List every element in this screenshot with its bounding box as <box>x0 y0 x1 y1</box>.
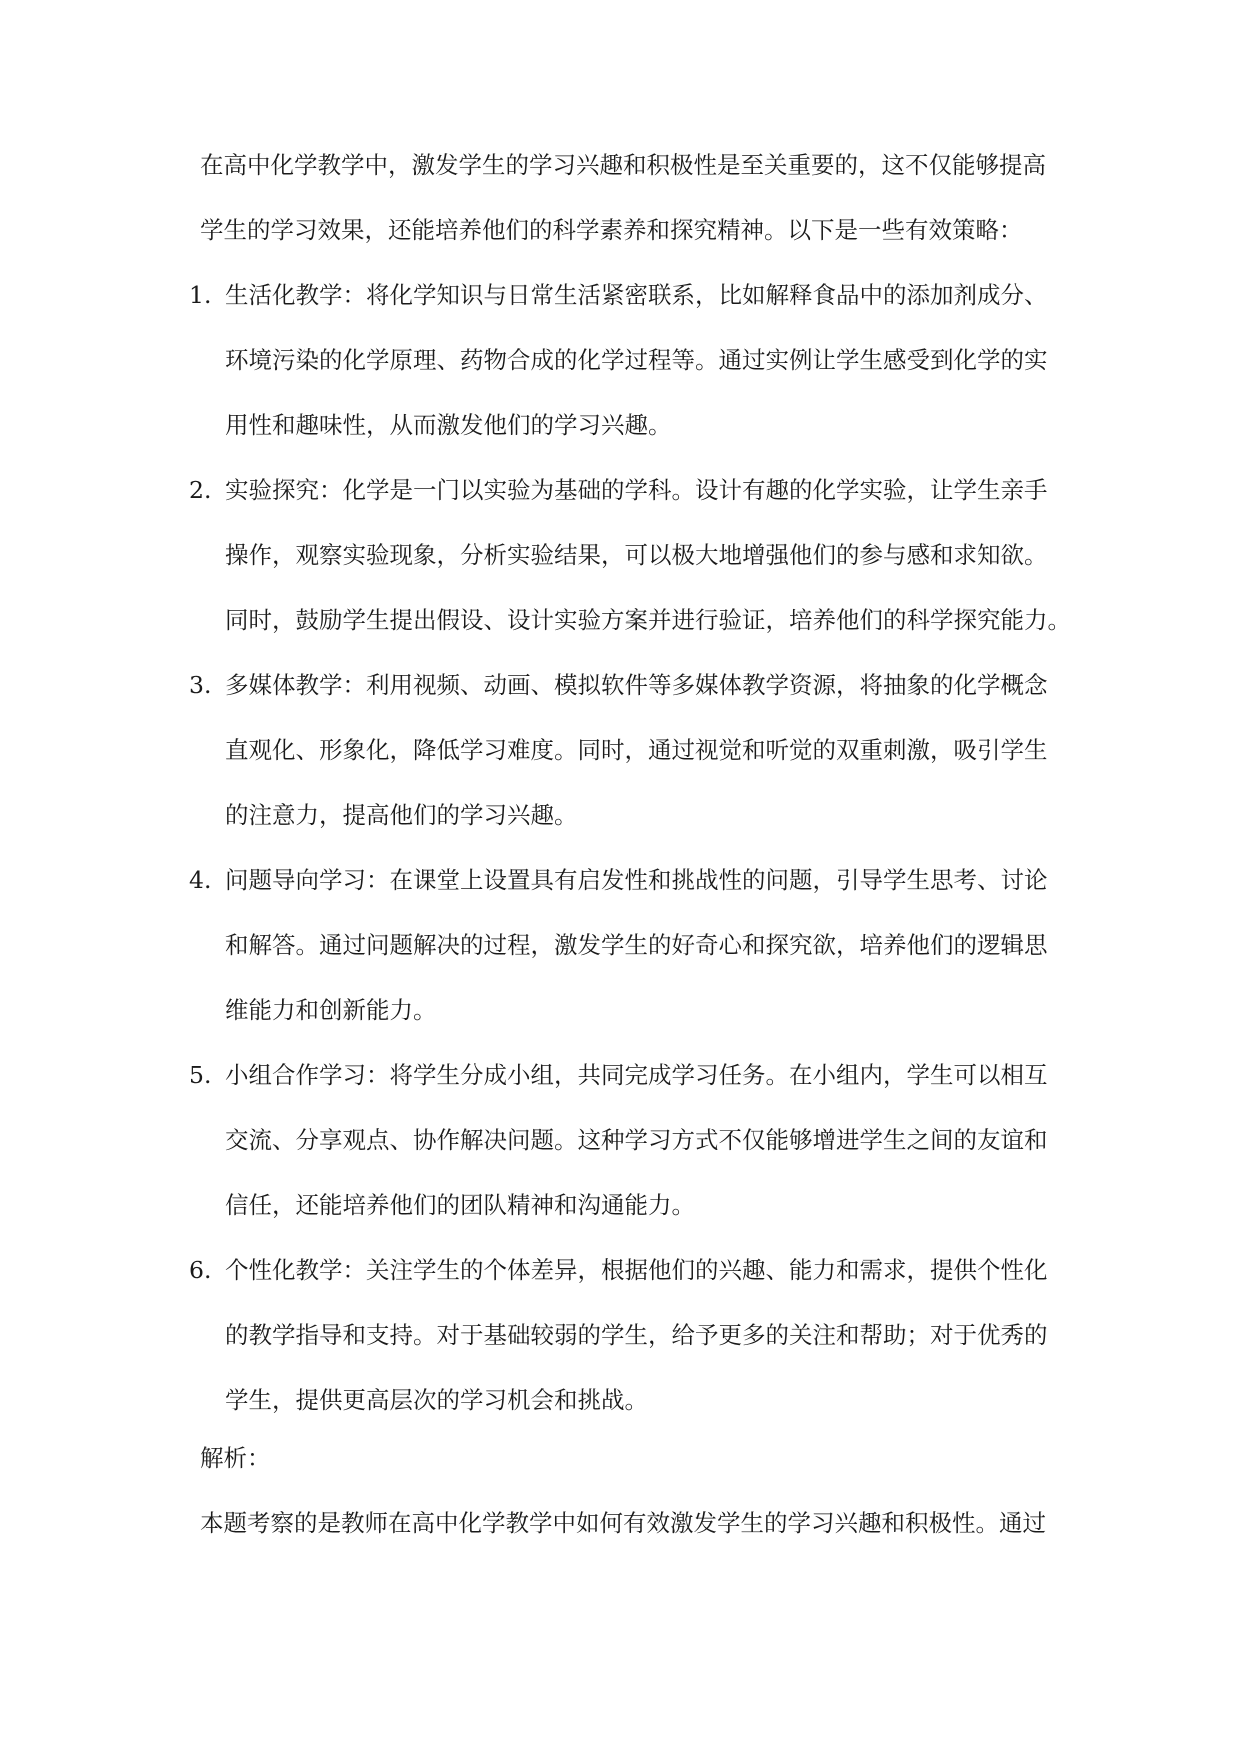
list-item-line: 信任，还能培养他们的团队精神和沟通能力。 <box>225 1191 695 1219</box>
list-item-line: 维能力和创新能力。 <box>225 996 437 1024</box>
intro-line-1: 在高中化学教学中，激发学生的学习兴趣和积极性是至关重要的，这不仅能够提高 <box>200 151 1046 179</box>
list-item-line: 学生，提供更高层次的学习机会和挑战。 <box>225 1386 648 1414</box>
list-item-number: 3. <box>189 671 212 699</box>
list-item-line: 的教学指导和支持。对于基础较弱的学生，给予更多的关注和帮助；对于优秀的 <box>225 1321 1048 1349</box>
list-item-line: 实验探究：化学是一门以实验为基础的学科。设计有趣的化学实验，让学生亲手 <box>225 476 1048 504</box>
analysis-text: 本题考察的是教师在高中化学教学中如何有效激发学生的学习兴趣和积极性。通过 <box>200 1509 1046 1537</box>
list-item-number: 4. <box>189 866 212 894</box>
list-item-line: 操作，观察实验现象，分析实验结果，可以极大地增强他们的参与感和求知欲。 <box>225 541 1048 569</box>
list-item-number: 2. <box>189 476 212 504</box>
intro-line-2: 学生的学习效果，还能培养他们的科学素养和探究精神。以下是一些有效策略： <box>200 216 1023 244</box>
list-item-line: 的注意力，提高他们的学习兴趣。 <box>225 801 578 829</box>
list-item-line: 生活化教学：将化学知识与日常生活紧密联系，比如解释食品中的添加剂成分、 <box>225 281 1048 309</box>
list-item-line: 直观化、形象化，降低学习难度。同时，通过视觉和听觉的双重刺激，吸引学生 <box>225 736 1048 764</box>
list-item-line: 个性化教学：关注学生的个体差异，根据他们的兴趣、能力和需求，提供个性化 <box>225 1256 1048 1284</box>
list-item-line: 问题导向学习：在课堂上设置具有启发性和挑战性的问题，引导学生思考、讨论 <box>225 866 1048 894</box>
list-item-line: 小组合作学习：将学生分成小组，共同完成学习任务。在小组内，学生可以相互 <box>225 1061 1048 1089</box>
list-item-line: 交流、分享观点、协作解决问题。这种学习方式不仅能够增进学生之间的友谊和 <box>225 1126 1048 1154</box>
list-item-line: 多媒体教学：利用视频、动画、模拟软件等多媒体教学资源，将抽象的化学概念 <box>225 671 1048 699</box>
list-item-number: 6. <box>189 1256 212 1284</box>
list-item-line: 用性和趣味性，从而激发他们的学习兴趣。 <box>225 411 672 439</box>
list-item-line: 同时，鼓励学生提出假设、设计实验方案并进行验证，培养他们的科学探究能力。 <box>225 606 1071 634</box>
list-item-line: 环境污染的化学原理、药物合成的化学过程等。通过实例让学生感受到化学的实 <box>225 346 1048 374</box>
list-item-number: 1. <box>189 281 212 309</box>
list-item-line: 和解答。通过问题解决的过程，激发学生的好奇心和探究欲，培养他们的逻辑思 <box>225 931 1048 959</box>
analysis-label: 解析： <box>200 1444 271 1472</box>
list-item-number: 5. <box>189 1061 212 1089</box>
